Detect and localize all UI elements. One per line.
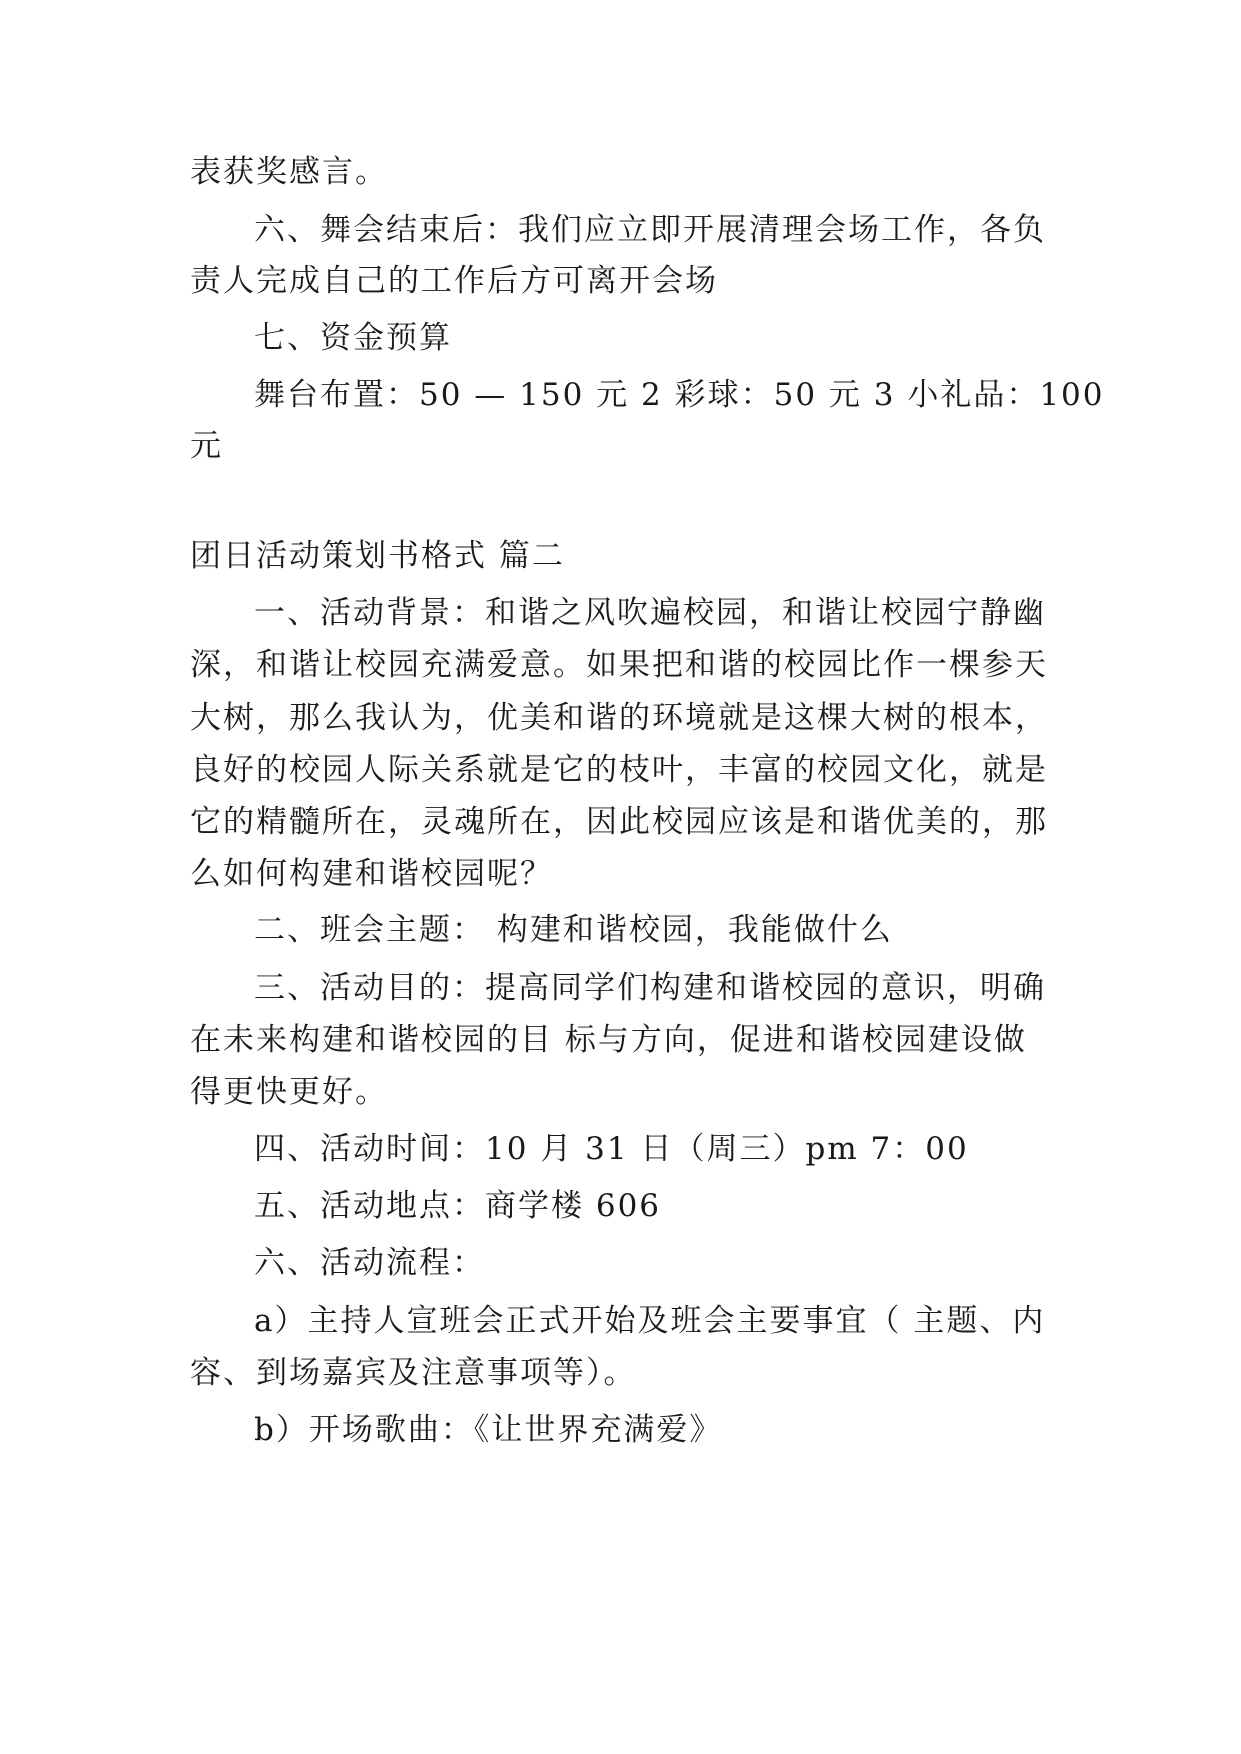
list-item: b）开场歌曲：《让世界充满爱》 — [254, 1412, 723, 1448]
paragraph-line: 元 — [190, 428, 223, 464]
paragraph-line: 表获奖感言。 — [190, 154, 388, 190]
list-item: a）主持人宣班会正式开始及班会主要事宜（ 主题、内 — [254, 1303, 1046, 1339]
paragraph-line: 六、舞会结束后：我们应立即开展清理会场工作，各负 — [254, 212, 1046, 248]
paragraph-line: 责人完成自己的工作后方可离开会场 — [190, 263, 718, 299]
paragraph-line: 良好的校园人际关系就是它的枝叶，丰富的校园文化，就是 — [190, 752, 1048, 788]
paragraph-line: 四、活动时间：10 月 31 日（周三）pm 7：00 — [254, 1131, 969, 1167]
paragraph-line: 一、活动背景：和谐之风吹遍校园，和谐让校园宁静幽 — [254, 595, 1046, 631]
paragraph-line: 六、活动流程： — [254, 1245, 485, 1281]
section-heading: 团日活动策划书格式 篇二 — [190, 538, 565, 574]
paragraph-line: 二、班会主题： 构建和谐校园，我能做什么 — [254, 912, 893, 948]
paragraph-line: 得更快更好。 — [190, 1074, 388, 1110]
paragraph-line: 舞台布置：50 — 150 元 2 彩球：50 元 3 小礼品：100 — [254, 377, 1105, 413]
paragraph-line: 么如何构建和谐校园呢？ — [190, 856, 553, 892]
paragraph-line: 容、到场嘉宾及注意事项等）。 — [190, 1355, 637, 1391]
paragraph-line: 它的精髓所在，灵魂所在，因此校园应该是和谐优美的，那 — [190, 804, 1048, 840]
paragraph-line: 大树，那么我认为，优美和谐的环境就是这棵大树的根本， — [190, 700, 1048, 736]
paragraph-line: 三、活动目的：提高同学们构建和谐校园的意识，明确 — [254, 970, 1046, 1006]
paragraph-line: 在未来构建和谐校园的目 标与方向，促进和谐校园建设做 — [190, 1022, 1027, 1058]
section-item: 七、资金预算 — [254, 320, 452, 356]
paragraph-line: 五、活动地点：商学楼 606 — [254, 1188, 662, 1224]
paragraph-line: 深，和谐让校园充满爱意。如果把和谐的校园比作一棵参天 — [190, 647, 1048, 683]
